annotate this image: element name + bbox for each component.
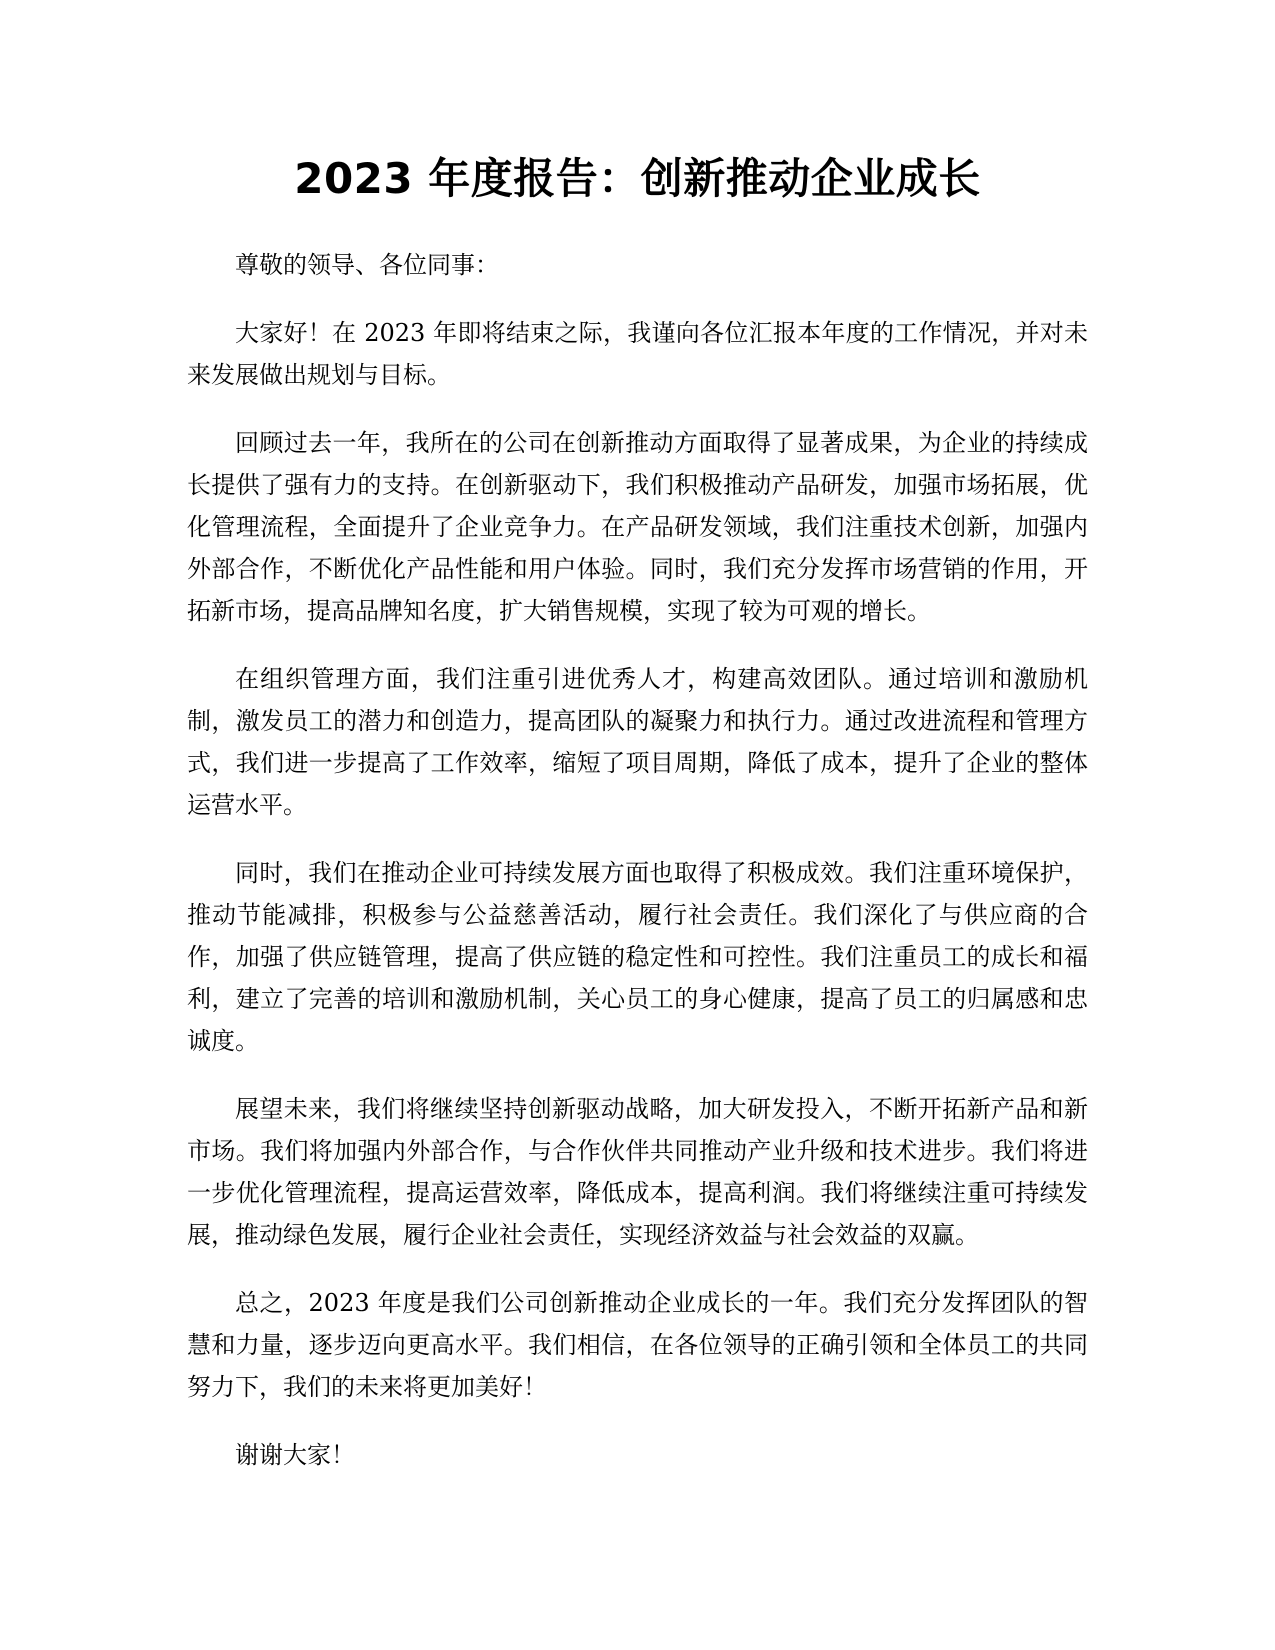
document-body [187,148,1088,1502]
paragraph-review: 回顾过去一年，我所在的公司在创新推动方面取得了显著成果，为企业的持续成长提供了强有力的支持。在创新驱动下，我们积极推动产品研发，加强市场拓展，优化管理流程，全面提升了企业竞争力。在产品研发领域，我们注重技术创新，加强内外部合作，不断优化产品性能和用户体验。同时，我们充分发挥市场营销的作用，开拓新市场，提高品牌知名度，扩大销售规模，实现了较为可观的增长。 [187,429,1088,625]
page-title: 2023 年度报告：创新推动企业成长 [294,154,981,203]
paragraph-organization: 在组织管理方面，我们注重引进优秀人才，构建高效团队。通过培训和激励机制，激发员工的潜力和创造力，提高团队的凝聚力和执行力。通过改进流程和管理方式，我们进一步提高了工作效率，缩短了项目周期，降低了成本，提升了企业的整体运营水平。 [187,665,1088,819]
paragraph-sustainability: 同时，我们在推动企业可持续发展方面也取得了积极成效。我们注重环境保护，推动节能减排，积极参与公益慈善活动，履行社会责任。我们深化了与供应商的合作，加强了供应链管理，提高了供应链的稳定性和可控性。我们注重员工的成长和福利，建立了完善的培训和激励机制，关心员工的身心健康，提高了员工的归属感和忠诚度。 [187,859,1088,1055]
paragraph-outlook: 展望未来，我们将继续坚持创新驱动战略，加大研发投入，不断开拓新产品和新市场。我们将加强内外部合作，与合作伙伴共同推动产业升级和技术进步。我们将进一步优化管理流程，提高运营效率，降低成本，提高利润。我们将继续注重可持续发展，推动绿色发展，履行企业社会责任，实现经济效益与社会效益的双赢。 [187,1095,1088,1249]
paragraph-salutation: 尊敬的领导、各位同事： [235,251,499,279]
paragraph-thanks: 谢谢大家！ [235,1441,355,1469]
paragraph-summary: 总之，2023 年度是我们公司创新推动企业成长的一年。我们充分发挥团队的智慧和力量，逐步迈向更高水平。我们相信，在各位领导的正确引领和全体员工的共同努力下，我们的未来将更加美好！ [187,1289,1088,1401]
paragraph-greeting: 大家好！在 2023 年即将结束之际，我谨向各位汇报本年度的工作情况，并对未来发展做出规划与目标。 [187,319,1088,389]
